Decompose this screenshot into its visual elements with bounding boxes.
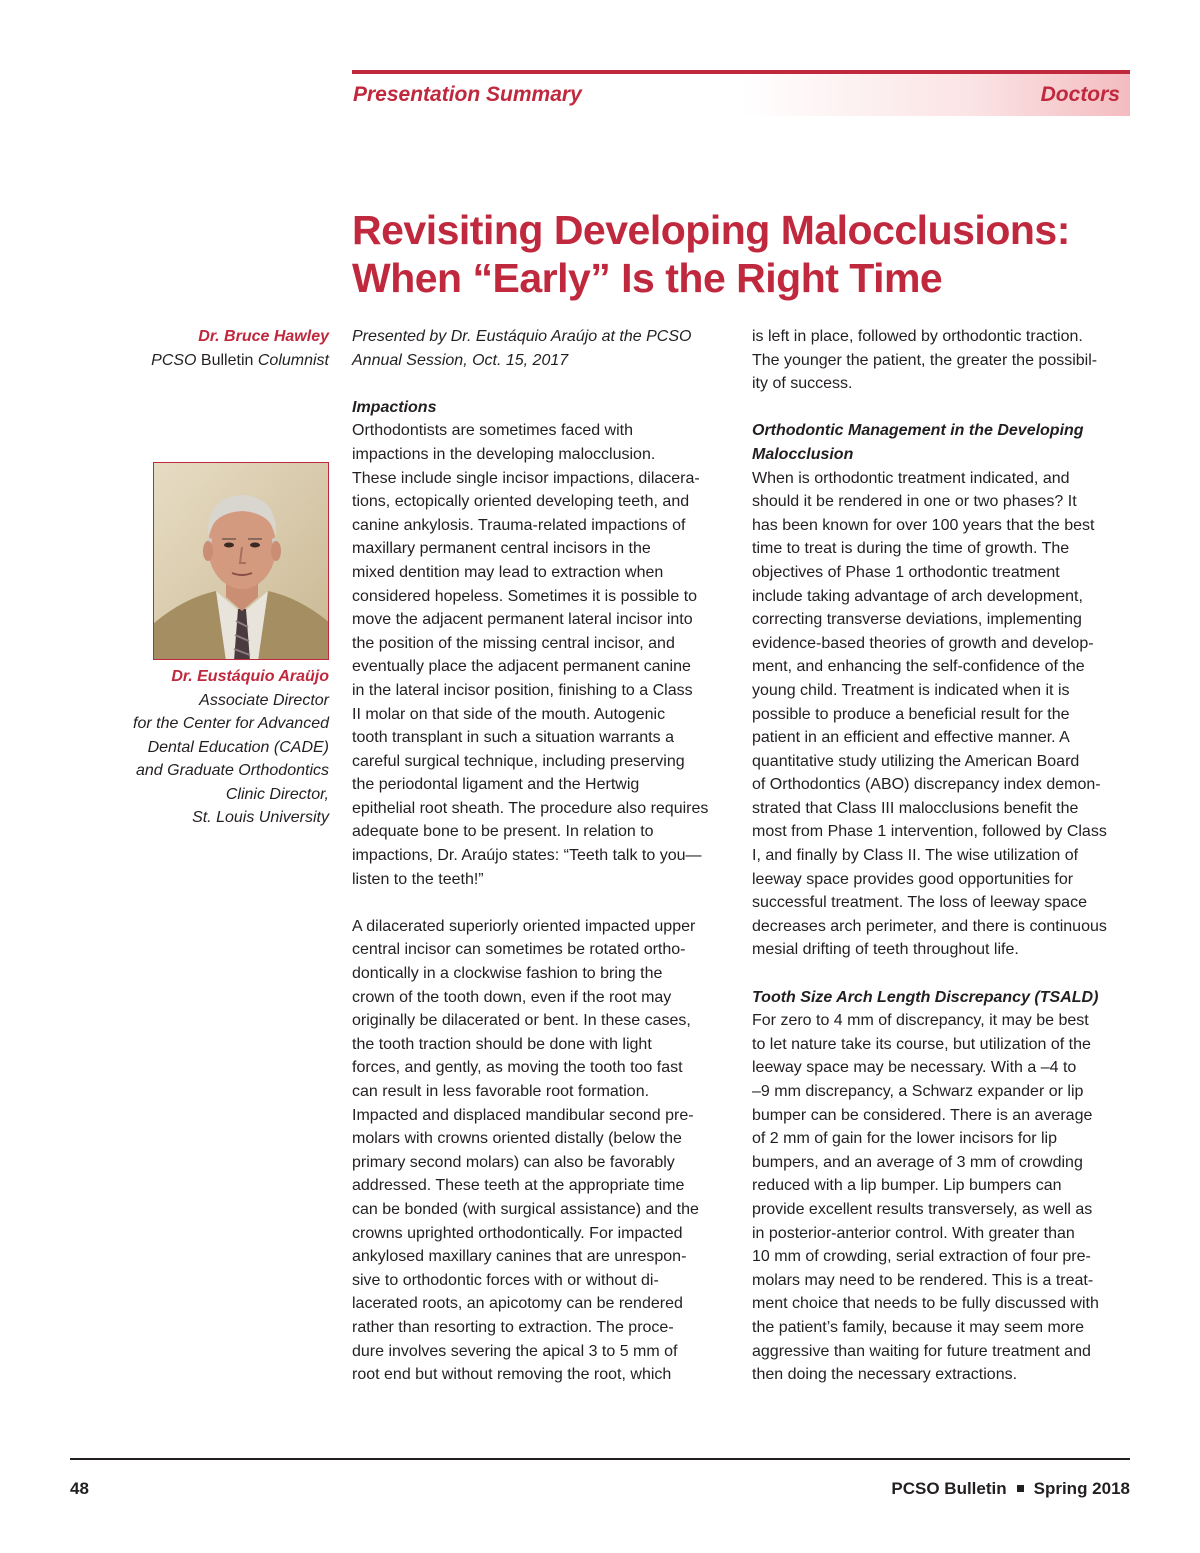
author-credit	[151, 325, 329, 372]
footer-rule	[70, 1458, 1130, 1460]
publication-name: PCSO Bulletin	[891, 1479, 1007, 1498]
text-line: canine ankylosis. Trauma-related impactions of	[352, 516, 686, 534]
text-line: For zero to 4 mm of discrepancy, it may be best	[752, 1012, 1089, 1030]
title-line-1: Revisiting Developing Malocclusions:	[352, 207, 1070, 253]
section-header-bar	[352, 70, 1130, 116]
text-line: leeway space may be necessary. With a –4 to	[752, 1059, 1077, 1077]
text-line: These include single incisor impactions, dilacera-	[352, 469, 700, 487]
text-line: patient in an efficient and effective manner. A	[752, 729, 1070, 747]
text-line: careful surgical technique, including preserving	[352, 752, 685, 770]
text-line: in posterior-anterior control. With greater than	[752, 1224, 1075, 1242]
text-line: crown of the tooth down, even if the root may	[352, 988, 672, 1006]
text-line: bumper can be considered. There is an average	[752, 1106, 1093, 1124]
text-line: maxillary permanent central incisors in the	[352, 540, 651, 558]
tsald-heading: Tooth Size Arch Length Discrepancy (TSALD)	[752, 988, 1099, 1006]
presenter-title-line: and Graduate Orthodontics	[135, 762, 329, 779]
text-line: move the adjacent permanent lateral incisor into	[352, 611, 693, 629]
text-line: 10 mm of crowding, serial extraction of four pre-	[752, 1248, 1091, 1266]
text-line: molars may need to be rendered. This is a treat-	[752, 1271, 1094, 1289]
text-line: I, and finally by Class II. The wise utilization of	[752, 847, 1079, 865]
text-line: possible to produce a beneficial result for the	[752, 705, 1070, 723]
title-line-2: When “Early” Is the Right Time	[352, 255, 943, 301]
text-line: ment, and enhancing the self-confidence of the	[752, 658, 1085, 676]
text-line: When is orthodontic treatment indicated, and	[752, 469, 1070, 487]
text-line: quantitative study utilizing the American Board	[752, 752, 1080, 770]
page-number: 48	[70, 1479, 89, 1498]
publication-info	[891, 1479, 1130, 1499]
text-line: The younger the patient, the greater the possibil-	[752, 351, 1098, 369]
text-line: most from Phase 1 intervention, followed by Class	[752, 823, 1107, 841]
text-line: mixed dentition may lead to extraction when	[352, 563, 664, 581]
text-line: II molar on that side of the mouth. Autogenic	[352, 705, 666, 723]
author-name: Dr. Bruce Hawley	[198, 328, 329, 345]
presenter-title-line: Clinic Director,	[225, 785, 329, 803]
text-line: then doing the necessary extractions.	[752, 1366, 1018, 1384]
management-heading-line-1: Orthodontic Management in the Developing	[752, 422, 1084, 440]
text-line: ment choice that needs to be fully discussed with	[752, 1295, 1099, 1313]
text-line: reduced with a lip bumper. Lip bumpers can	[752, 1177, 1062, 1195]
text-line: evidence-based theories of growth and develop-	[752, 634, 1094, 652]
presenter-portrait-illustration	[154, 463, 329, 660]
text-line: should it be rendered in one or two phases? It	[752, 493, 1077, 511]
text-line: has been known for over 100 years that the best	[752, 516, 1095, 534]
text-line: young child. Treatment is indicated when it is	[752, 681, 1070, 699]
text-line: objectives of Phase 1 orthodontic treatment	[752, 563, 1060, 581]
text-line: eventually place the adjacent permanent canine	[352, 658, 691, 676]
text-line: epithelial root sheath. The procedure also requires	[352, 799, 709, 817]
management-paragraph	[752, 467, 1130, 962]
article-title	[352, 206, 1142, 302]
text-line: is left in place, followed by orthodontic traction.	[752, 328, 1083, 345]
text-line: decreases arch perimeter, and there is continuous	[752, 917, 1107, 935]
text-line: can result in less favorable root formation.	[352, 1083, 650, 1100]
tsald-paragraph	[752, 1009, 1130, 1387]
text-line: the tooth traction should be done with light	[352, 1035, 652, 1053]
presenter-photo	[153, 462, 329, 660]
text-line: lacerated roots, an apicotomy can be rendered	[352, 1295, 683, 1313]
text-line: the periodontal ligament and the Hertwig	[352, 776, 640, 794]
text-line: molars with crowns oriented distally (below the	[352, 1130, 682, 1148]
text-line: forces, and gently, as moving the tooth too fast	[352, 1059, 683, 1077]
byline-line: Presented by Dr. Eustáquio Araújo at the PCSO	[352, 328, 692, 345]
text-line: include taking advantage of arch development,	[752, 587, 1083, 605]
impactions-paragraph-2	[352, 915, 730, 1387]
text-line: dure involves severing the apical 3 to 5 mm of	[352, 1342, 678, 1360]
presenter-name: Dr. Eustáquio Araüjo	[171, 668, 329, 685]
text-line: originally be dilacerated or bent. In these cases,	[352, 1012, 691, 1030]
text-line: adequate bone to be present. In relation to	[352, 823, 654, 841]
management-heading-line-2: Malocclusion	[752, 445, 854, 463]
text-line: strated that Class III malocclusions benefit the	[752, 799, 1079, 817]
text-line: mesial drifting of teeth throughout life.	[752, 941, 1019, 959]
text-line: bumpers, and an average of 3 mm of crowding	[752, 1153, 1083, 1171]
text-line: tooth transplant in such a situation warrants a	[352, 729, 674, 747]
text-line: to let nature take its course, but utilization of the	[752, 1035, 1091, 1053]
text-line: impactions in the developing malocclusion.	[352, 445, 656, 463]
text-line: rather than resorting to extraction. The proce-	[352, 1318, 674, 1336]
impactions-paragraph-1	[352, 419, 730, 891]
text-line: provide excellent results transversely, as well as	[752, 1200, 1093, 1218]
text-line: ankylosed maxillary canines that are unrespon-	[352, 1248, 687, 1266]
text-line: listen to the teeth!”	[352, 870, 484, 888]
text-line: Impacted and displaced mandibular second pre-	[352, 1106, 694, 1124]
text-line: crowns uprighted orthodontically. For impacted	[352, 1224, 683, 1242]
text-line: dontically in a clockwise fashion to bring the	[352, 965, 663, 983]
text-line: correcting transverse deviations, implementing	[752, 611, 1082, 629]
text-line: addressed. These teeth at the appropriate time	[352, 1177, 685, 1195]
article-column-2	[752, 325, 1130, 1387]
text-line: tions, ectopically oriented developing teeth, and	[352, 493, 690, 511]
text-line: sive to orthodontic forces with or without di-	[352, 1271, 659, 1289]
text-line: central incisor can sometimes be rotated ortho-	[352, 941, 686, 959]
presenter-title-line: Dental Education (CADE)	[147, 738, 329, 756]
section-label: Presentation Summary	[353, 83, 582, 106]
presenter-title-line: for the Center for Advanced	[133, 715, 329, 732]
text-line: of 2 mm of gain for the lower incisors for lip	[752, 1130, 1058, 1148]
text-line: ity of success.	[752, 375, 853, 393]
issue-date: Spring 2018	[1033, 1479, 1130, 1498]
text-line: A dilacerated superiorly oriented impacted upper	[352, 917, 696, 935]
presenter-title-line: Associate Director	[199, 691, 329, 709]
text-line: Orthodontists are sometimes faced with	[352, 422, 634, 440]
bullet-separator	[1017, 1485, 1024, 1492]
text-line: leeway space provides good opportunities for	[752, 870, 1074, 888]
text-line: the patient’s family, because it may seem more	[752, 1318, 1084, 1336]
presenter-credit	[133, 665, 329, 830]
impactions-heading: Impactions	[352, 398, 437, 416]
audience-label: Doctors	[1040, 83, 1120, 106]
text-line: in the lateral incisor position, finishing to a Class	[352, 681, 693, 699]
text-line: root end but without removing the root, which	[352, 1366, 672, 1384]
text-line: of Orthodontics (ABO) discrepancy index demon-	[752, 776, 1101, 794]
impactions-paragraph-2-continued	[752, 325, 1130, 396]
text-line: successful treatment. The loss of leeway space	[752, 894, 1087, 912]
article-column-1	[352, 325, 730, 1387]
text-line: impactions, Dr. Araújo states: “Teeth talk to you—	[352, 847, 702, 865]
presenter-title-line: St. Louis University	[192, 809, 329, 826]
byline-line: Annual Session, Oct. 15, 2017	[352, 351, 569, 369]
text-line: can be bonded (with surgical assistance) and the	[352, 1200, 699, 1218]
text-line: considered hopeless. Sometimes it is possible to	[352, 587, 698, 605]
text-line: aggressive than waiting for future treatment and	[752, 1342, 1091, 1360]
text-line: the position of the missing central incisor, and	[352, 634, 675, 652]
text-line: time to treat is during the time of growth. The	[752, 540, 1070, 558]
text-line: –9 mm discrepancy, a Schwarz expander or lip	[752, 1083, 1084, 1100]
text-line: primary second molars) can also be favorably	[352, 1153, 675, 1171]
author-role: PCSO Bulletin Columnist	[151, 351, 329, 369]
